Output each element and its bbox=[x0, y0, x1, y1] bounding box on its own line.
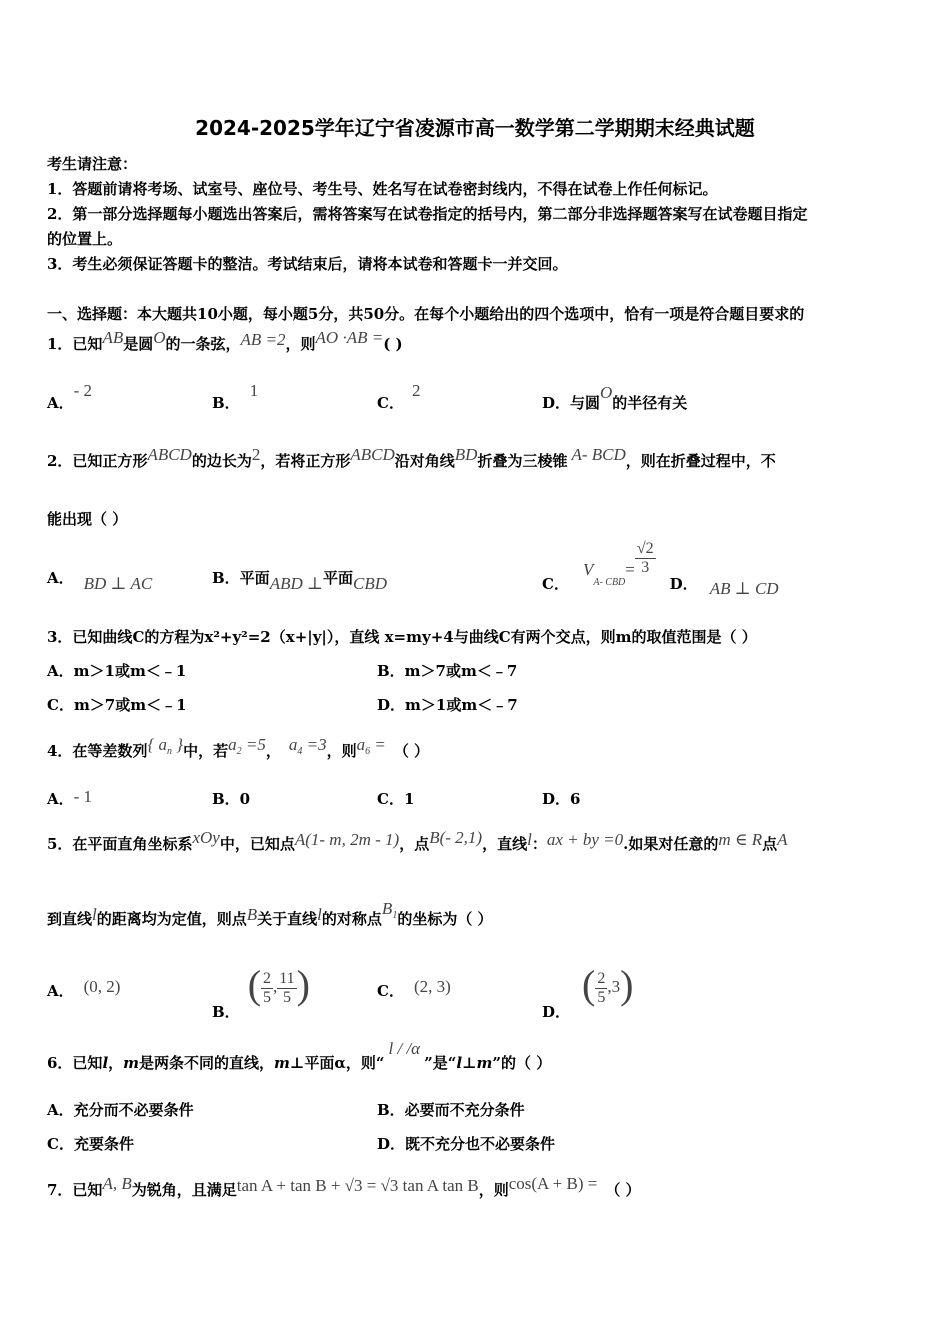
q6-option-d: D．既不充分也不必要条件 bbox=[377, 1135, 556, 1153]
page-title: 2024-2025学年辽宁省凌源市高一数学第二学期期末经典试题 bbox=[195, 116, 755, 140]
q2-option-a: A． BD ⊥ AC bbox=[47, 569, 153, 593]
notice-item: 1．答题前请将考场、试室号、座位号、考生号、姓名写在试卷密封线内，不得在试卷上作任何标记。 bbox=[47, 180, 718, 198]
q3-option-d: D．m＞1或m＜﹣7 bbox=[377, 696, 518, 714]
question-7: 7．已知A, B为锐角，且满足tan A + tan B + √3 = √3 tan A tan B，则cos(A + B) = （ ） bbox=[47, 1174, 641, 1199]
q1-option-a: A．- 2 bbox=[47, 381, 93, 412]
question-6: 6．已知l，m是两条不同的直线，m⊥平面α，则“l / /α”是“l⊥m”的（ ） bbox=[47, 1039, 552, 1072]
q3-option-a: A．m＞1或m＜﹣1 bbox=[47, 662, 187, 680]
q5-option-b: B．( $\frac{2}{5}$ , $\frac{11}{5}$ ) bbox=[212, 962, 310, 1021]
q4-option-c: C．1 bbox=[377, 790, 415, 808]
question-5: 5．在平面直角坐标系xOy中，已知点A(1- m, 2m - 1)，点B(- 2,1)，直线l：ax + by =0.如果对任意的m ∈ R点A bbox=[47, 828, 788, 853]
q4-option-a: A．- 1 bbox=[47, 787, 93, 808]
q2-option-c: C．$V_{A- CBD}=$ $\frac{√2}{3}$ D． AB ⊥ CD bbox=[542, 540, 779, 598]
q1-option-d: D．与圆O的半径有关 bbox=[542, 383, 688, 412]
q1-option-c: C．2 bbox=[377, 381, 421, 412]
question-1: 1．已知AB是圆O的一条弦，AB =2，则AO ·AB =( ) bbox=[47, 328, 403, 353]
question-4: 4．在等差数列{ $a_n$ }中，若$a_2 =5$， $a_4 =3$，则$a_6$ = （ ） bbox=[47, 735, 430, 760]
question-3: 3．已知曲线C的方程为x²+y²=2（x+|y|），直线 x=my+4与曲线C有两个交点，则m的取值范围是（ ） bbox=[47, 628, 757, 646]
q2-line-2: 能出现（ ） bbox=[47, 510, 128, 528]
notice-item: 的位置上。 bbox=[47, 230, 123, 248]
q6-option-c: C．充要条件 bbox=[47, 1135, 134, 1153]
q1-option-b: B．1 bbox=[212, 381, 259, 412]
q4-option-b: B．0 bbox=[212, 790, 251, 808]
q6-option-b: B．必要而不充分条件 bbox=[377, 1101, 525, 1119]
q5-option-d: D．( $\frac{2}{5}$ ,3) bbox=[542, 962, 634, 1021]
notice-item: 2．第一部分选择题每小题选出答案后，需将答案写在试卷指定的括号内，第二部分非选择题答案写在试卷题目指定 bbox=[47, 205, 808, 223]
q6-option-a: A．充分而不必要条件 bbox=[47, 1101, 194, 1119]
q4-option-d: D．6 bbox=[542, 790, 581, 808]
q5-option-c: C． (2, 3) bbox=[377, 977, 451, 1000]
q3-option-c: C．m＞7或m＜﹣1 bbox=[47, 696, 187, 714]
q5-line-2: 到直线l的距离均为定值，则点B关于直线l的对称点$B_1$的坐标为（ ） bbox=[47, 899, 493, 928]
q2-option-b: B．平面ABD ⊥平面CBD bbox=[212, 569, 387, 593]
q5-option-a: A． (0, 2) bbox=[47, 977, 121, 1000]
fraction: $\frac{√2}{3}$ bbox=[636, 540, 654, 576]
notice-item: 3．考生必须保证答题卡的整洁。考试结束后，请将本试卷和答题卡一并交回。 bbox=[47, 255, 568, 273]
question-2: 2．已知正方形ABCD的边长为2，若将正方形ABCD沿对角线BD折叠为三棱锥 A- BCD，则在折叠过程中，不 bbox=[47, 445, 776, 470]
section-heading: 一、选择题：本大题共10小题，每小题5分，共50分。在每个小题给出的四个选项中，恰有一项是符合题目要求的 bbox=[47, 305, 805, 323]
notice-heading: 考生请注意： bbox=[47, 155, 138, 173]
q3-option-b: B．m＞7或m＜﹣7 bbox=[377, 662, 518, 680]
